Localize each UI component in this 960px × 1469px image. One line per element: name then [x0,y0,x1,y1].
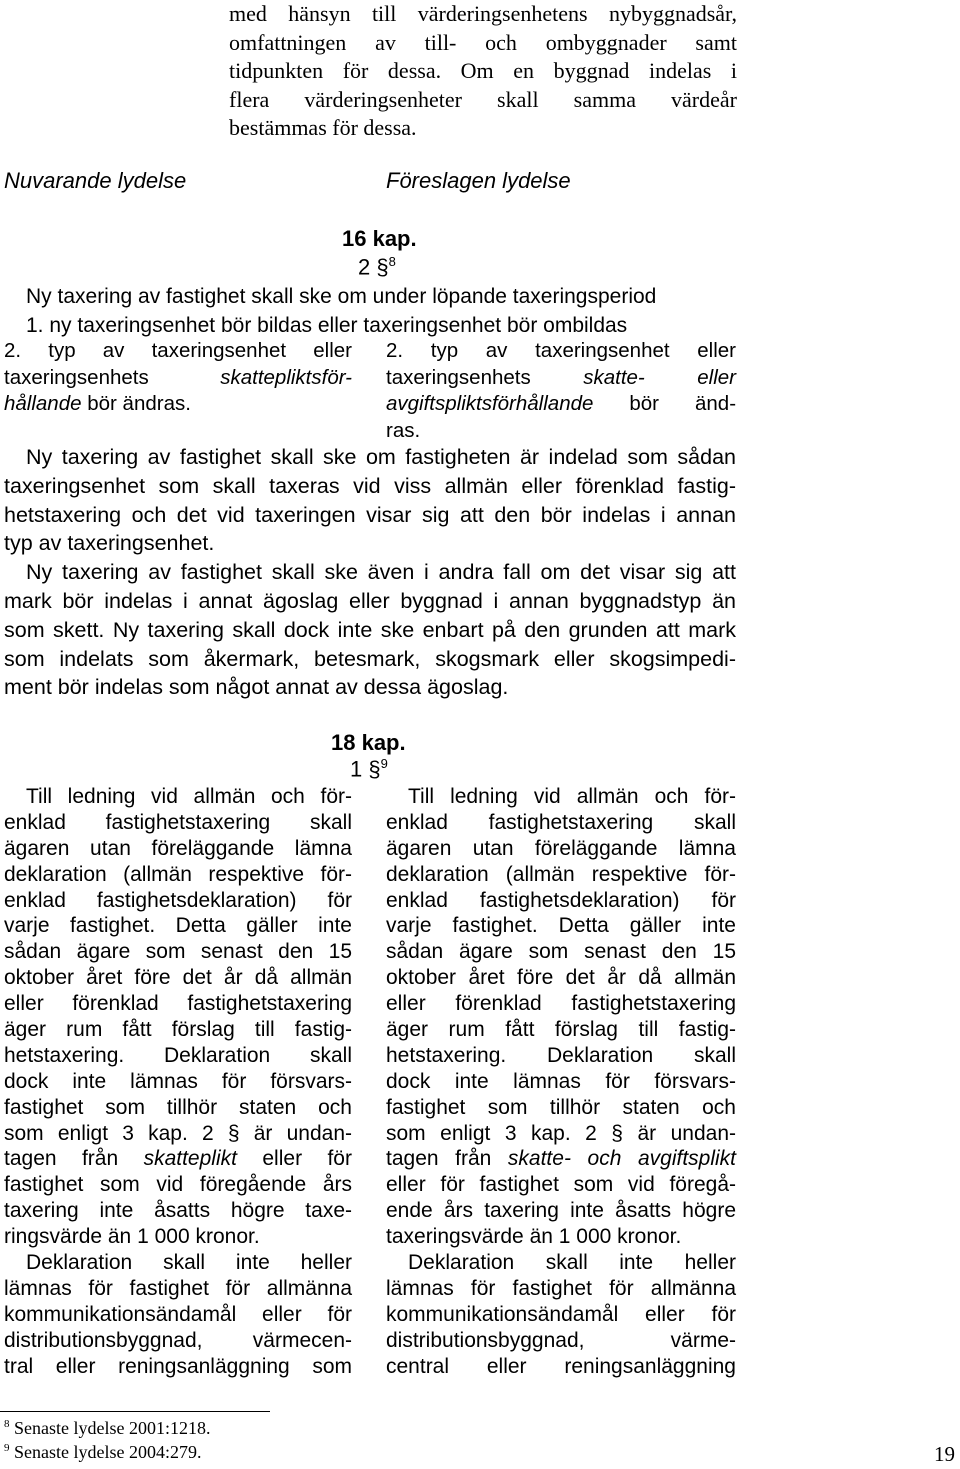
current-line: som enligt 3 kap. 2 § är undan- [4,1121,352,1145]
proposed-line: hetstaxering. Deklaration skall [386,1043,736,1067]
current-line: äger rum fått förslag till fastig- [4,1018,352,1042]
section16-line2: 1. ny taxeringsenhet bör bildas eller taxeringsenhet bör ombildas [26,314,628,337]
current-line: dock inte lämnas för försvars- [4,1069,352,1093]
footnote-number: 8 [4,1418,10,1430]
current-item-line: taxeringsenhets skattepliktsför- [4,365,352,389]
section16-line1: Ny taxering av fastighet skall ske om under löpande taxeringsperiod [26,285,657,308]
header-current: Nuvarande lydelse [4,168,187,193]
proposed-text-column [386,784,736,1379]
body-line: Ny taxering av fastighet skall ske även i andra fall om det visar sig att [26,560,736,585]
proposed-line: kommunikationsändamål eller för [386,1302,736,1326]
current-line: oktober året före det år då allmän [4,966,352,990]
footnote-8 [4,1418,210,1439]
proposed-item-line: taxeringsenhets skatte- eller [386,365,737,389]
proposed-line: som enligt 3 kap. 2 § är undan- [386,1121,736,1145]
current-line: enklad fastighetsdeklaration) för [4,888,352,912]
body-line: ment bör indelas som något annat av dessa ägoslag. [4,675,509,700]
current-text-column [4,784,352,1379]
footnote-ref-8: 8 [388,254,396,269]
proposed-item-line: avgiftspliktsförhållande bör änd- [386,392,737,415]
body-line: taxeringsenhet som skall taxeras vid viss allmän eller förenklad fastig- [4,473,736,498]
proposed-item-line: 2. typ av taxeringsenhet eller [386,339,736,362]
current-line: tral eller reningsanläggning som [4,1354,352,1378]
body-line: som indelats som åkermark, betesmark, skogsmark eller skogsimpedi- [4,646,736,671]
current-line: varje fastighet. Detta gäller inte [4,914,352,938]
proposed-line: fastighet som tillhör staten och [386,1095,736,1119]
paragraph-2-heading [358,254,396,280]
intro-line: med hänsyn till värderingsenhetens nybyggnadsår, [229,1,737,26]
current-line: lämnas för fastighet för allmänna [4,1276,352,1300]
footnote-9 [4,1442,201,1463]
proposed-item-line: ras. [386,418,421,442]
current-item-2 [4,338,352,418]
proposed-line: enklad fastighetsdeklaration) för [386,888,736,912]
proposed-line: eller förenklad fastighetstaxering [386,992,736,1016]
proposed-line: taxeringsvärde än 1 000 kronor. [386,1225,682,1249]
proposed-line: oktober året före det år då allmän [386,966,736,990]
intro-line: omfattningen av till- och ombyggnader samt [229,29,737,55]
current-line: kommunikationsändamål eller för [4,1302,352,1326]
footnote-ref-9: 9 [380,756,388,771]
proposed-item-2 [386,338,736,444]
body-line: hetstaxering och det vid taxeringen visar sig att den bör indelas i annan [4,502,736,527]
current-line: eller förenklad fastighetstaxering [4,992,352,1016]
intro-line: bestämmas för dessa. [229,115,417,141]
proposed-line: Till ledning vid allmän och för- [408,785,736,808]
proposed-line: tagen från skatte- och avgiftsplikt [386,1147,736,1171]
chapter-16-heading: 16 kap. [342,226,417,251]
current-line: distributionsbyggnad, värmecen- [4,1328,352,1352]
current-line: enklad fastighetstaxering skall [4,810,352,834]
footnote-separator [0,1411,270,1412]
proposed-line: enklad fastighetstaxering skall [386,810,736,834]
body-line: mark bör indelas i annat ägoslag eller byggnad i annan byggnadstyp än [4,588,736,613]
intro-line: tidpunkten för dessa. Om en byggnad indelas i [229,58,737,84]
current-line: Deklaration skall inte heller [26,1251,352,1275]
current-line: fastighet som vid föregående års [4,1173,352,1197]
footnote-text: Senaste lydelse 2001:1218. [14,1418,211,1438]
proposed-line: sådan ägare som senast den 15 [386,940,736,964]
proposed-line: varje fastighet. Detta gäller inte [386,914,736,938]
footnote-text: Senaste lydelse 2004:279. [14,1442,202,1462]
proposed-line: ende års taxering inte åsatts högre [386,1199,736,1223]
current-line: Till ledning vid allmän och för- [26,785,352,808]
footnote-number: 9 [4,1442,10,1454]
header-proposed: Föreslagen lydelse [386,168,571,193]
paragraph-1-heading [350,756,388,782]
proposed-line: distributionsbyggnad, värme- [386,1328,736,1352]
proposed-line: deklaration (allmän respektive för- [386,862,736,886]
page-number: 19 [934,1442,955,1466]
current-item-line: hållande bör ändras. [4,392,191,415]
paragraph-1-label: 1 § [350,756,381,782]
proposed-line: dock inte lämnas för försvars- [386,1069,736,1093]
proposed-line: central eller reningsanläggning [386,1354,736,1378]
proposed-line: äger rum fått förslag till fastig- [386,1018,736,1042]
current-line: tagen från skatteplikt eller för [4,1147,352,1171]
body-line: Ny taxering av fastighet skall ske om fastigheten är indelad som sådan [26,445,736,469]
current-line: hetstaxering. Deklaration skall [4,1043,352,1067]
intro-paragraph [229,0,737,143]
paragraph-2-label: 2 § [358,254,389,280]
current-line: ägaren utan föreläggande lämna [4,836,352,860]
proposed-line: Deklaration skall inte heller [408,1251,736,1275]
section16-body [4,443,736,702]
current-line: ringsvärde än 1 000 kronor. [4,1225,260,1249]
proposed-line: lämnas för fastighet för allmänna [386,1276,736,1300]
chapter-18-heading: 18 kap. [331,730,406,755]
current-line: deklaration (allmän respektive för- [4,862,352,886]
proposed-line: eller för fastighet som vid föregå- [386,1173,736,1197]
current-line: sådan ägare som senast den 15 [4,940,352,964]
proposed-line: ägaren utan föreläggande lämna [386,836,736,860]
body-line: som skett. Ny taxering skall dock inte ske enbart på den grunden att mark [4,617,736,642]
current-item-line: 2. typ av taxeringsenhet eller [4,339,352,362]
current-line: fastighet som tillhör staten och [4,1095,352,1119]
current-line: taxering inte åsatts högre taxe- [4,1199,352,1223]
body-line: typ av taxeringsenhet. [4,531,215,556]
intro-line: flera värderingsenheter skall samma värdeår [229,86,737,112]
